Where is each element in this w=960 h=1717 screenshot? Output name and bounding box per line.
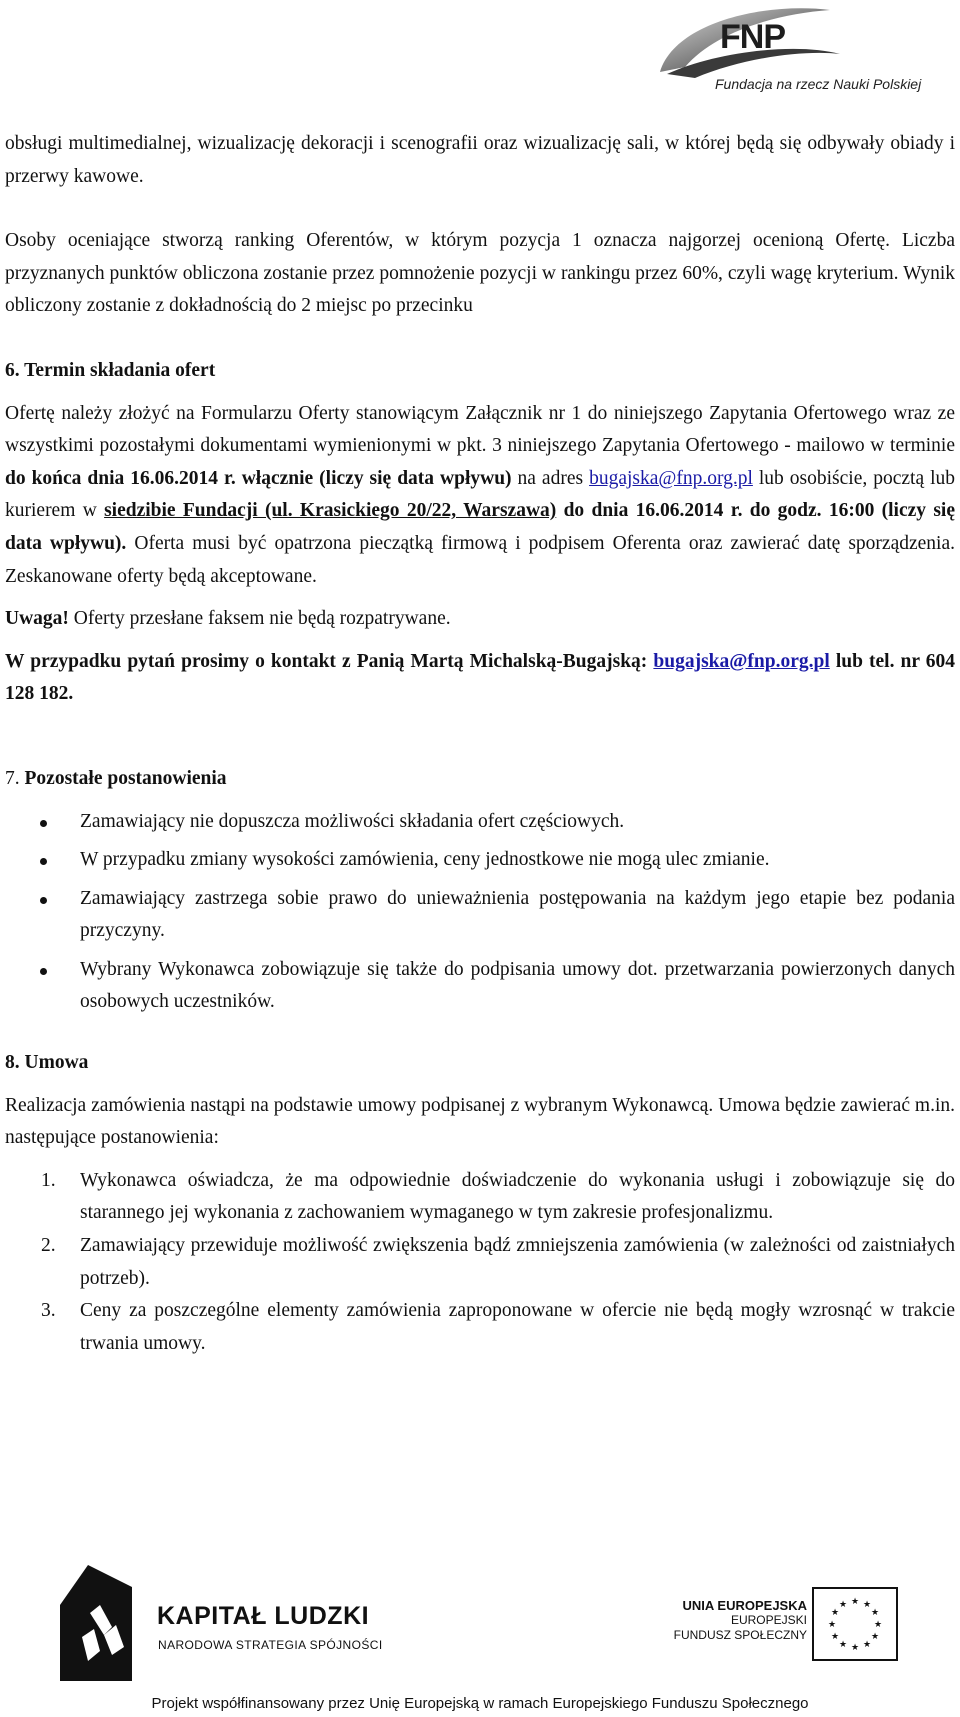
section-8-list xyxy=(5,1165,955,1361)
notice-paragraph: Uwaga! Oferty przesłane faksem nie będą rozpatrywane. xyxy=(5,608,451,630)
svg-text:★: ★ xyxy=(850,1597,860,1607)
kapital-ludzki-title: KAPITAŁ LUDZKI xyxy=(157,1602,370,1630)
svg-text:★: ★ xyxy=(830,1632,840,1642)
list-item: W przypadku zmiany wysokości zamówienia, ceny jednostkowe nie mogą ulec zmianie. xyxy=(5,844,955,877)
section-7-heading: 7. Pozostałe postanowienia xyxy=(5,767,227,789)
section-7-list xyxy=(5,806,955,1020)
footer-note: Projekt współfinansowany przez Unię Europejską w ramach Europejskiego Funduszu Społecznego xyxy=(151,1695,809,1712)
list-item: 2. Zamawiający przewiduje możliwość zwiększenia bądź zmniejszenia zamówienia (w zależności od zaistniałych potrzeb). xyxy=(41,1235,955,1289)
list-item: Zamawiający zastrzega sobie prawo do unieważnienia postępowania na każdym jego etapie bez podania przyczyny. xyxy=(5,883,955,948)
section-8-heading: 8. Umowa xyxy=(5,1052,89,1074)
list-item: Wybrany Wykonawca zobowiązuje się także do podpisania umowy dot. przetwarzania powierzonych danych osobowych uczestników. xyxy=(5,954,955,1019)
list-item: 1. Wykonawca oświadcza, że ma odpowiednie doświadczenie do wykonania usługi i zobowiązuje się do starannego jej wykonania z zachowaniem wymaganego w tym zakresie profesjonalizmu. xyxy=(41,1169,955,1224)
svg-text:★: ★ xyxy=(838,1600,848,1610)
bullet-icon xyxy=(40,820,47,827)
svg-text:★: ★ xyxy=(862,1600,872,1610)
svg-text:★: ★ xyxy=(838,1640,848,1650)
contact-email-link[interactable]: bugajska@fnp.org.pl xyxy=(653,650,830,672)
svg-text:★: ★ xyxy=(850,1643,860,1653)
document-body xyxy=(5,128,955,1360)
section-6-paragraph: Ofertę należy złożyć na Formularzu Oferty stanowiącym Załącznik nr 1 do niniejszego Zapytania Ofertowego wraz ze wszystkimi pozostałymi dokumentami wymienionymi w pkt. 3 niniejszego Zapytania Ofertowego - mailowo w terminie do końca dnia 16.06.2014 r. włącznie (liczy się data wpływu) na adres bugajska@fnp.org.pl lub osobiście, pocztą lub kurierem w siedzibie Fundacji (ul. Krasickiego 20/22, Warszawa) do dnia 16.06.2014 r. do godz. 16:00 (liczy się data wpływu). Oferta musi być opatrzona pieczątką firmową i podpisem Oferenta oraz zawierać datę sporządzenia. Zeskanowane oferty będą akceptowane. xyxy=(5,402,955,587)
list-item: Zamawiający nie dopuszcza możliwości składania ofert częściowych. xyxy=(5,806,955,839)
paragraph-ranking: Osoby oceniające stworzą ranking Oferentów, w którym pozycja 1 oznacza najgorzej ocenioną Ofertę. Liczba przyznanych punktów obliczona zostanie przez pomnożenie pozycji w rankingu przez 60%, czyli wagę kryterium. Wynik obliczony zostanie z dokładnością do 2 miejsc po przecinku xyxy=(5,230,955,317)
svg-text:★: ★ xyxy=(870,1608,880,1618)
kapital-ludzki-logo-icon xyxy=(60,1565,150,1681)
section-8-paragraph: Realizacja zamówienia nastąpi na podstawie umowy podpisanej z wybranym Wykonawcą. Umowa będzie zawierać m.in. następujące postanowienia: xyxy=(5,1094,955,1149)
email-link[interactable]: bugajska@fnp.org.pl xyxy=(589,467,753,489)
contact-paragraph: W przypadku pytań prosimy o kontakt z Panią Martą Michalską-Bugajską: bugajska@fnp.org.pl lub tel. nr 604 128 182. xyxy=(5,650,956,705)
deadline-text: do końca dnia 16.06.2014 r. włącznie (liczy się data wpływu) xyxy=(5,467,512,489)
svg-text:★: ★ xyxy=(870,1632,880,1642)
bullet-icon xyxy=(40,968,47,975)
bullet-icon xyxy=(40,897,47,904)
svg-text:★: ★ xyxy=(873,1620,883,1630)
bullet-icon xyxy=(40,858,47,865)
svg-text:★: ★ xyxy=(862,1640,872,1650)
svg-text:★: ★ xyxy=(830,1608,840,1618)
svg-text:★: ★ xyxy=(827,1620,837,1630)
kapital-ludzki-subtitle: NARODOWA STRATEGIA SPÓJNOŚCI xyxy=(158,1638,383,1652)
section-6-heading: 6. Termin składania ofert xyxy=(5,359,216,381)
eu-flag-icon xyxy=(812,1587,898,1661)
paragraph-continuation: obsługi multimedialnej, wizualizację dekoracji i scenografii oraz wizualizację sali, w której będą się odbywały obiady i przerwy kawowe. xyxy=(5,133,955,187)
fnp-logo-subtitle: Fundacja na rzecz Nauki Polskiej xyxy=(715,76,922,92)
eu-label: UNIA EUROPEJSKA EUROPEJSKI FUNDUSZ SPOŁECZNY xyxy=(673,1598,807,1642)
address-text: siedzibie Fundacji (ul. Krasickiego 20/22, Warszawa) xyxy=(104,500,557,522)
list-item: 3. Ceny za poszczególne elementy zamówienia zaproponowane w ofercie nie będą mogły wzrosnąć w trakcie trwania umowy. xyxy=(41,1300,955,1354)
fnp-logo-text: FNP xyxy=(720,18,785,56)
